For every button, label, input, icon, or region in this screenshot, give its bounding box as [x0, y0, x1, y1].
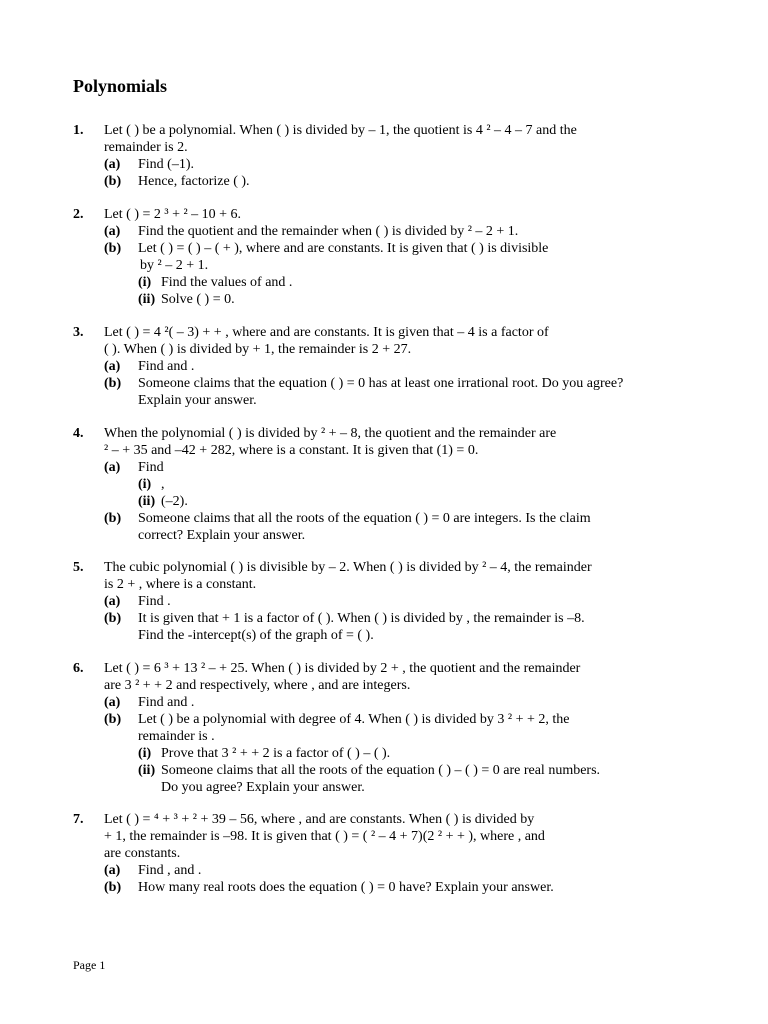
part-text: Let ( ) = ( ) – ( + ), where and are constants. It is given that ( ) is divisible: [138, 241, 549, 256]
part-label: (a): [104, 594, 121, 609]
subpart-text: Prove that 3 ² + + 2 is a factor of ( ) – ( ).: [161, 746, 391, 761]
subpart-label: (i): [138, 275, 152, 290]
question-number: 7.: [73, 812, 84, 827]
subpart-text: Solve ( ) = 0.: [161, 292, 235, 307]
question-number: 6.: [73, 661, 84, 676]
subpart-text: ,: [161, 477, 165, 492]
part-text: It is given that + 1 is a factor of ( ). When ( ) is divided by , the remainder is –8.: [138, 611, 585, 626]
part-text: Find , and .: [138, 863, 202, 878]
part-text: How many real roots does the equation ( ) = 0 have? Explain your answer.: [138, 880, 554, 895]
part-text: Find: [138, 460, 164, 475]
part-text: Let ( ) be a polynomial with degree of 4. When ( ) is divided by 3 ² + + 2, the: [138, 712, 570, 727]
question-text: Let ( ) = 6 ³ + 13 ² – + 25. When ( ) is divided by 2 + , the quotient and the remainder: [104, 661, 581, 676]
part-text: Find and .: [138, 359, 195, 374]
question-number: 5.: [73, 560, 84, 575]
part-text: Hence, factorize ( ).: [138, 174, 250, 189]
part-label: (a): [104, 224, 121, 239]
part-label: (b): [104, 880, 122, 895]
part-text: correct? Explain your answer.: [138, 528, 306, 543]
question-number: 3.: [73, 325, 84, 340]
part-label: (a): [104, 359, 121, 374]
part-label: (b): [104, 611, 122, 626]
part-label: (a): [104, 157, 121, 172]
question-text: When the polynomial ( ) is divided by ² + – 8, the quotient and the remainder are: [104, 426, 557, 441]
part-label: (b): [104, 241, 122, 256]
part-label: (b): [104, 174, 122, 189]
part-text: remainder is .: [138, 729, 215, 744]
subpart-text: (–2).: [161, 494, 188, 509]
subpart-text: Find the values of and .: [161, 275, 293, 290]
part-label: (a): [104, 863, 121, 878]
question-text: ( ). When ( ) is divided by + 1, the remainder is 2 + 27.: [104, 342, 412, 357]
part-text: Find the -intercept(s) of the graph of = ( ).: [138, 628, 374, 643]
question-text: are 3 ² + + 2 and respectively, where , and are integers.: [104, 678, 411, 693]
question-text: are constants.: [104, 846, 181, 861]
subpart-label: (i): [138, 477, 152, 492]
question-text: Let ( ) = 2 ³ + ² – 10 + 6.: [104, 207, 242, 222]
part-text: Find and .: [138, 695, 195, 710]
question-text: Let ( ) = ⁴ + ³ + ² + 39 – 56, where , and are constants. When ( ) is divided by: [104, 812, 535, 827]
question-text: The cubic polynomial ( ) is divisible by – 2. When ( ) is divided by ² – 4, the remainder: [104, 560, 592, 575]
part-label: (b): [104, 511, 122, 526]
question-text: is 2 + , where is a constant.: [104, 577, 257, 592]
page-number: Page 1: [73, 958, 106, 972]
part-label: (a): [104, 695, 121, 710]
part-label: (b): [104, 376, 122, 391]
subpart-label: (ii): [138, 494, 156, 509]
subpart-text: Someone claims that all the roots of the equation ( ) – ( ) = 0 are real numbers.: [161, 763, 601, 778]
question-number: 1.: [73, 123, 84, 138]
part-text: by ² – 2 + 1.: [140, 258, 209, 273]
subpart-label: (i): [138, 746, 152, 761]
page-title: Polynomials: [73, 76, 168, 96]
part-text: Someone claims that the equation ( ) = 0 has at least one irrational root. Do you agree?: [138, 376, 624, 391]
part-text: Someone claims that all the roots of the equation ( ) = 0 are integers. Is the claim: [138, 511, 591, 526]
part-text: Explain your answer.: [138, 393, 257, 408]
question-number: 2.: [73, 207, 84, 222]
question-number: 4.: [73, 426, 84, 441]
question-text: Let ( ) be a polynomial. When ( ) is divided by – 1, the quotient is 4 ² – 4 – 7 and the: [104, 123, 577, 138]
subpart-text: Do you agree? Explain your answer.: [161, 780, 365, 795]
part-label: (a): [104, 460, 121, 475]
part-text: Find (–1).: [138, 157, 194, 172]
question-text: ² – + 35 and –42 + 282, where is a constant. It is given that (1) = 0.: [104, 443, 479, 458]
part-label: (b): [104, 712, 122, 727]
question-text: Let ( ) = 4 ²( – 3) + + , where and are constants. It is given that – 4 is a factor of: [104, 325, 549, 340]
part-text: Find .: [138, 594, 171, 609]
subpart-label: (ii): [138, 763, 156, 778]
question-text: remainder is 2.: [104, 140, 188, 155]
subpart-label: (ii): [138, 292, 156, 307]
question-text: + 1, the remainder is –98. It is given that ( ) = ( ² – 4 + 7)(2 ² + + ), where , and: [104, 829, 545, 844]
part-text: Find the quotient and the remainder when ( ) is divided by ² – 2 + 1.: [138, 224, 519, 239]
